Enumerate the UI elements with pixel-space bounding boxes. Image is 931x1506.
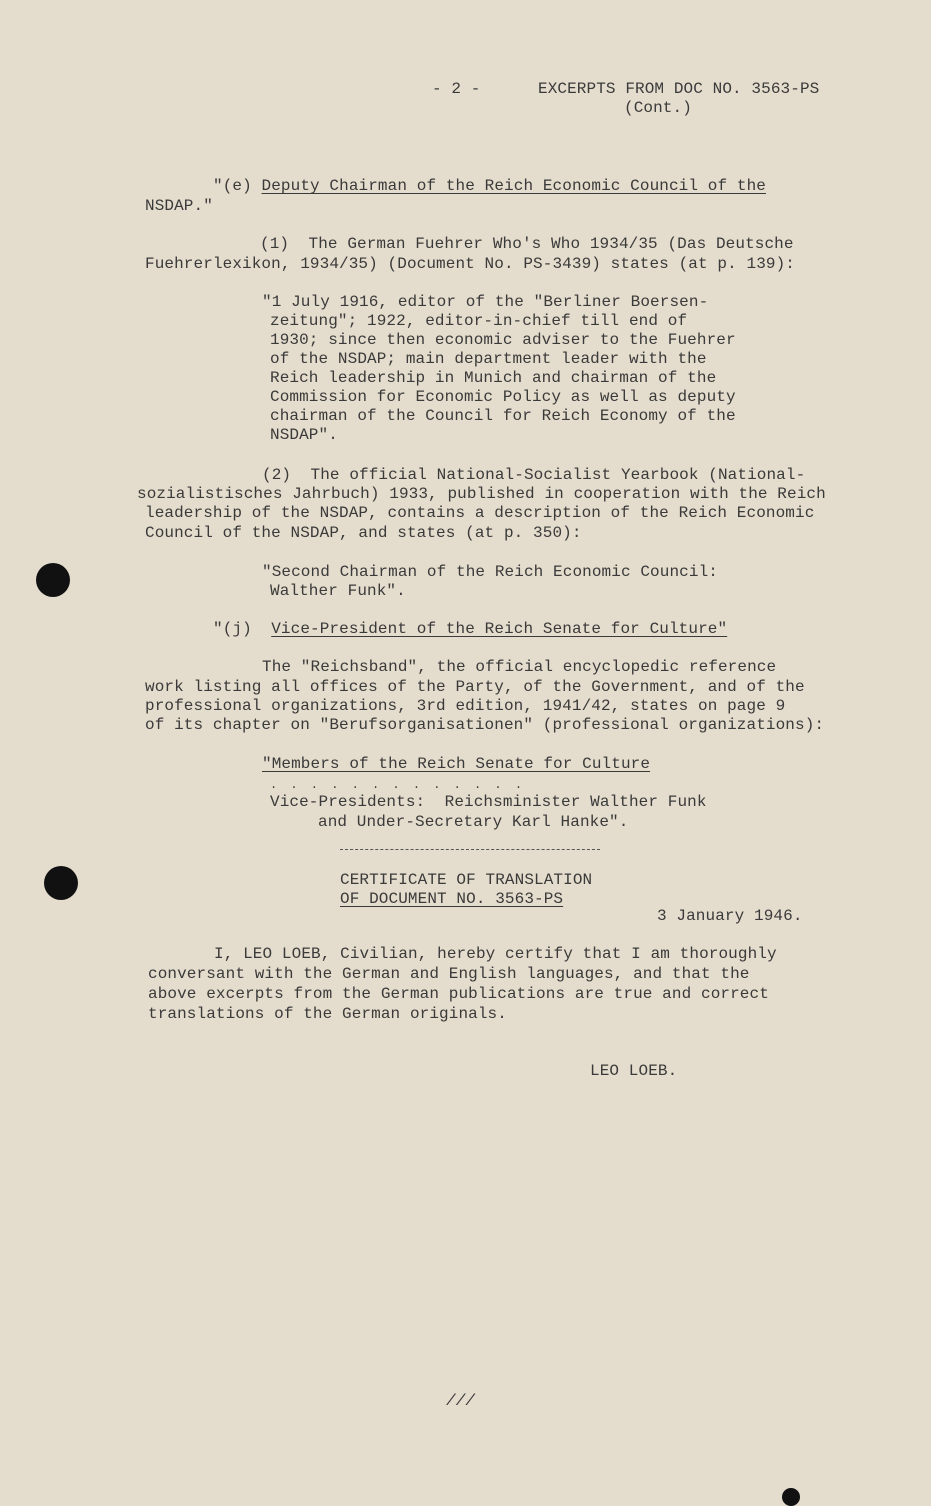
quote1-line: "1 July 1916, editor of the "Berliner Boersen- bbox=[262, 293, 709, 311]
quote1-line: Commission for Economic Policy as well as deputy bbox=[270, 388, 736, 406]
certificate-body-line: I, LEO LOEB, Civilian, hereby certify that I am thoroughly bbox=[214, 945, 777, 963]
quote2-line: "Second Chairman of the Reich Economic Council: bbox=[262, 563, 718, 581]
footer-mark: /// bbox=[446, 1392, 476, 1410]
quote1-line: 1930; since then economic adviser to the Fuehrer bbox=[270, 331, 736, 349]
para3-line: of its chapter on "Berufsorganisationen" (professional organizations): bbox=[145, 716, 825, 734]
certificate-title-line2: OF DOCUMENT NO. 3563-PS bbox=[340, 890, 564, 908]
certificate-body-line: above excerpts from the German publications are true and correct bbox=[148, 985, 769, 1003]
quote1-line: chairman of the Council for Reich Economy of the bbox=[270, 407, 736, 425]
quote3-heading: "Members of the Reich Senate for Culture bbox=[262, 755, 651, 773]
section-e-title-line2: NSDAP." bbox=[145, 197, 213, 215]
quote1-line: Reich leadership in Munich and chairman of the bbox=[270, 369, 717, 387]
signature: LEO LOEB. bbox=[590, 1062, 678, 1080]
certificate-date: 3 January 1946. bbox=[657, 907, 803, 925]
section-e-title-line1: Deputy Chairman of the Reich Economic Council of the bbox=[261, 177, 766, 195]
para2-line: (2) The official National-Socialist Yearbook (National- bbox=[262, 466, 806, 484]
quote1-line: NSDAP". bbox=[270, 426, 338, 444]
para1-line1: (1) The German Fuehrer Who's Who 1934/35 (Das Deutsche bbox=[260, 235, 794, 253]
document-reference: EXCERPTS FROM DOC NO. 3563-PS bbox=[538, 80, 820, 98]
para1-line2: Fuehrerlexikon, 1934/35) (Document No. PS-3439) states (at p. 139): bbox=[145, 255, 796, 273]
quote1-line: of the NSDAP; main department leader with the bbox=[270, 350, 707, 368]
para2-line: leadership of the NSDAP, contains a description of the Reich Economic bbox=[145, 504, 815, 522]
section-e-title bbox=[213, 177, 766, 196]
section-j-lead: "(j) bbox=[213, 620, 272, 638]
separator-rule bbox=[340, 849, 600, 850]
para3-line: work listing all offices of the Party, of the Government, and of the bbox=[145, 678, 805, 696]
edge-mark bbox=[782, 1488, 800, 1506]
section-j-title bbox=[213, 620, 727, 639]
page-number: - 2 - bbox=[432, 80, 481, 98]
para2-line: Council of the NSDAP, and states (at p. 350): bbox=[145, 524, 582, 542]
certificate-body-line: translations of the German originals. bbox=[148, 1005, 507, 1023]
quote3-ellipsis: . . . . . . . . . . . . . bbox=[270, 778, 526, 792]
punch-hole-bottom bbox=[44, 866, 78, 900]
para3-line: professional organizations, 3rd edition, 1941/42, states on page 9 bbox=[145, 697, 786, 715]
quote3-line2: and Under-Secretary Karl Hanke". bbox=[318, 813, 629, 831]
para2-line: sozialistisches Jahrbuch) 1933, published in cooperation with the Reich bbox=[137, 485, 826, 503]
continued-label: (Cont.) bbox=[624, 99, 692, 117]
certificate-body-line: conversant with the German and English languages, and that the bbox=[148, 965, 750, 983]
quote1-line: zeitung"; 1922, editor-in-chief till end of bbox=[270, 312, 688, 330]
section-e-lead: "(e) bbox=[213, 177, 262, 195]
para3-line: The "Reichsband", the official encyclopedic reference bbox=[262, 658, 777, 676]
section-j-title-text: Vice-President of the Reich Senate for Culture" bbox=[271, 620, 728, 638]
punch-hole-top bbox=[36, 563, 70, 597]
quote2-line: Walther Funk". bbox=[270, 582, 406, 600]
quote3-line1: Vice-Presidents: Reichsminister Walther Funk bbox=[270, 793, 707, 811]
certificate-title-line1: CERTIFICATE OF TRANSLATION bbox=[340, 871, 593, 889]
